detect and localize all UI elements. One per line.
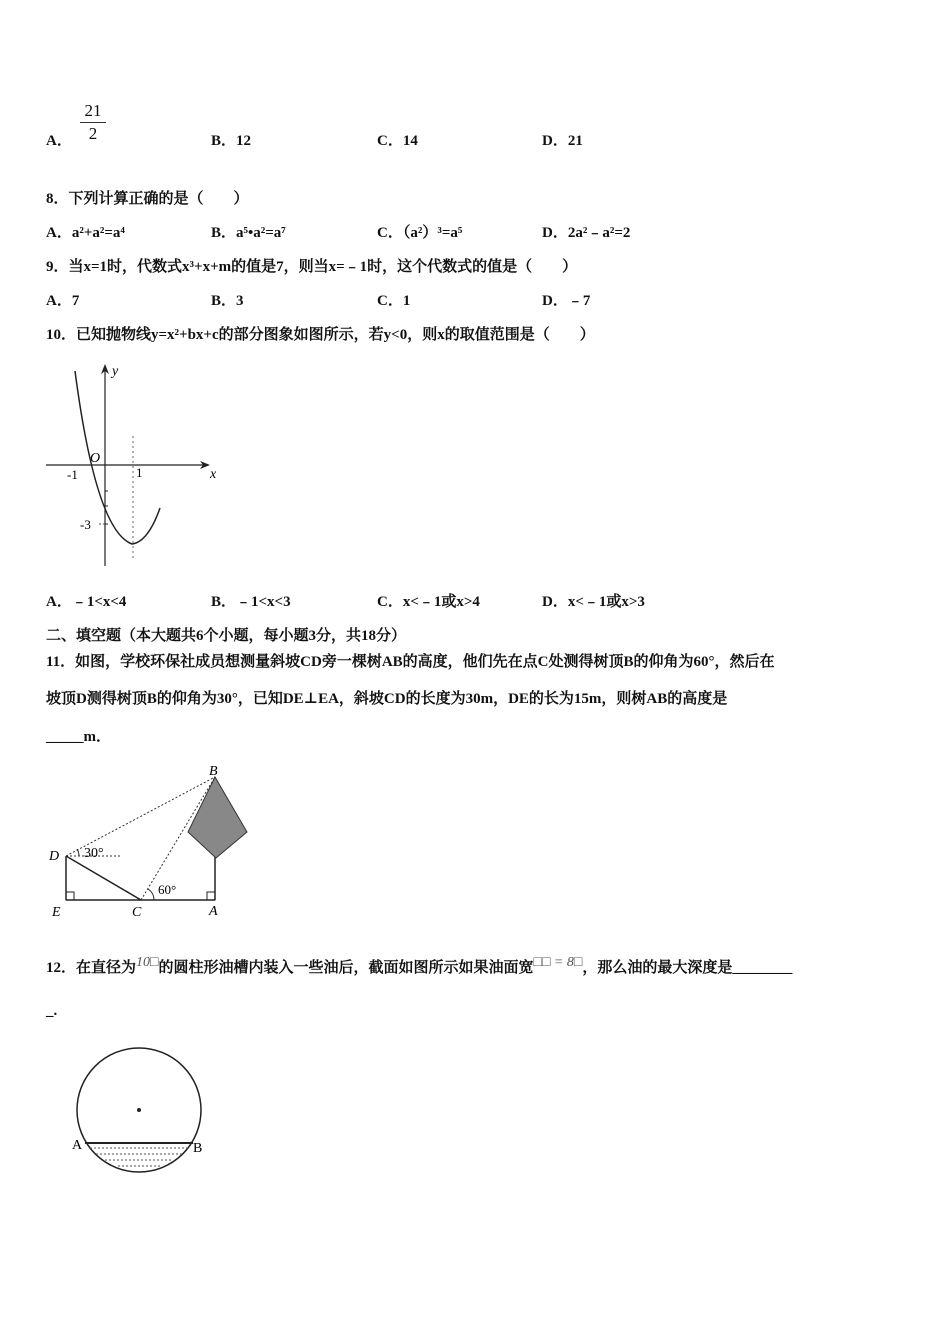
label-d: D bbox=[49, 849, 60, 864]
q7-option-c: C．14 bbox=[377, 133, 418, 149]
angle-label-30: 30° bbox=[84, 846, 104, 861]
angle-label-60: 60° bbox=[158, 882, 177, 897]
angle-arc-30 bbox=[77, 849, 79, 856]
q12-text-part-2: 的圆柱形油槽内装入一些油后，截面如图所示如果油面宽 bbox=[158, 960, 534, 976]
q9-stem: 9．当x=1时，代数式x³+x+m的值是7，则当x=﹣1时，这个代数式的值是（ ） bbox=[46, 259, 578, 275]
q8-option-a: A．a²+a²=a⁴ bbox=[46, 225, 125, 241]
circle-center bbox=[137, 1108, 141, 1112]
q7-option-b: B．12 bbox=[211, 133, 252, 149]
tick-label-neg1: -1 bbox=[67, 467, 78, 482]
right-angle-e bbox=[66, 892, 74, 900]
q12-text-part-3: ，那么油的最大深度是________ bbox=[582, 960, 793, 976]
tree-crown bbox=[188, 777, 247, 858]
q12-line-2: _. bbox=[46, 1003, 58, 1019]
label-b: B bbox=[193, 1141, 203, 1156]
angle-arc-60 bbox=[148, 889, 154, 900]
q12-text-part-1: 12．在直径为 bbox=[46, 960, 137, 976]
label-a: A bbox=[209, 904, 218, 919]
q7-option-a-fraction bbox=[80, 101, 106, 144]
tick-label-1: 1 bbox=[136, 465, 143, 480]
q7-option-d: D．21 bbox=[542, 133, 583, 149]
q11-line-3: _____m． bbox=[46, 729, 111, 745]
tick-label-neg3: -3 bbox=[80, 517, 91, 532]
origin-label: O bbox=[90, 451, 101, 466]
label-b: B bbox=[209, 764, 218, 779]
section-2-heading: 二、填空题（本大题共6个小题，每小题3分，共18分） bbox=[46, 628, 407, 644]
q8-stem: 8．下列计算正确的是（ ） bbox=[46, 191, 249, 207]
q11-line-2: 坡顶D测得树顶B的仰角为30°，已知DE⊥EA，斜坡CD的长度为30m，DE的长为15m，则树AB的高度是 bbox=[46, 691, 728, 707]
fraction-bar bbox=[80, 122, 106, 123]
label-a: A bbox=[72, 1138, 83, 1153]
fraction-denominator: 2 bbox=[88, 124, 98, 143]
right-angle-a bbox=[207, 892, 215, 900]
q8-option-c: C．（a²）³=a⁵ bbox=[377, 225, 463, 241]
label-c: C bbox=[132, 905, 142, 920]
q10-option-a: A．﹣1<x<4 bbox=[46, 594, 127, 610]
q9-option-b: B．3 bbox=[211, 293, 244, 309]
q12-width-expression: □□ = 8□ bbox=[533, 955, 583, 970]
q10-option-d: D．x<﹣1或x>3 bbox=[542, 594, 645, 610]
q10-stem: 10．已知抛物线y=x²+bx+c的部分图象如图所示，若y<0，则x的取值范围是（ ） bbox=[46, 327, 595, 343]
label-e: E bbox=[52, 905, 61, 920]
x-axis-label: x bbox=[210, 467, 217, 482]
slope-dc bbox=[66, 856, 141, 900]
q9-option-d: D．﹣7 bbox=[542, 293, 591, 309]
q9-option-c: C．1 bbox=[377, 293, 411, 309]
q11-line-1: 11．如图，学校环保社成员想测量斜坡CD旁一棵树AB的高度，他们先在点C处测得树顶B的仰角为60°，然后在 bbox=[46, 654, 775, 670]
sight-line-db bbox=[66, 777, 215, 856]
q11-tree-slope-figure bbox=[44, 760, 256, 925]
q12-circle-figure bbox=[68, 1044, 218, 1179]
fraction-numerator: 21 bbox=[84, 101, 102, 120]
q8-option-d: D．2a²﹣a²=2 bbox=[542, 225, 631, 241]
q10-option-b: B．﹣1<x<3 bbox=[211, 594, 291, 610]
q10-parabola-graph bbox=[40, 356, 230, 576]
q10-option-c: C．x<﹣1或x>4 bbox=[377, 594, 480, 610]
q12-line-1 bbox=[46, 956, 792, 977]
q9-option-a: A．7 bbox=[46, 293, 80, 309]
q12-diameter-expression: 10□ bbox=[136, 955, 159, 970]
q8-option-b: B．a⁵•a²=a⁷ bbox=[211, 225, 286, 241]
y-axis-label: y bbox=[112, 364, 119, 379]
q7-option-a-label: A． bbox=[46, 133, 72, 149]
